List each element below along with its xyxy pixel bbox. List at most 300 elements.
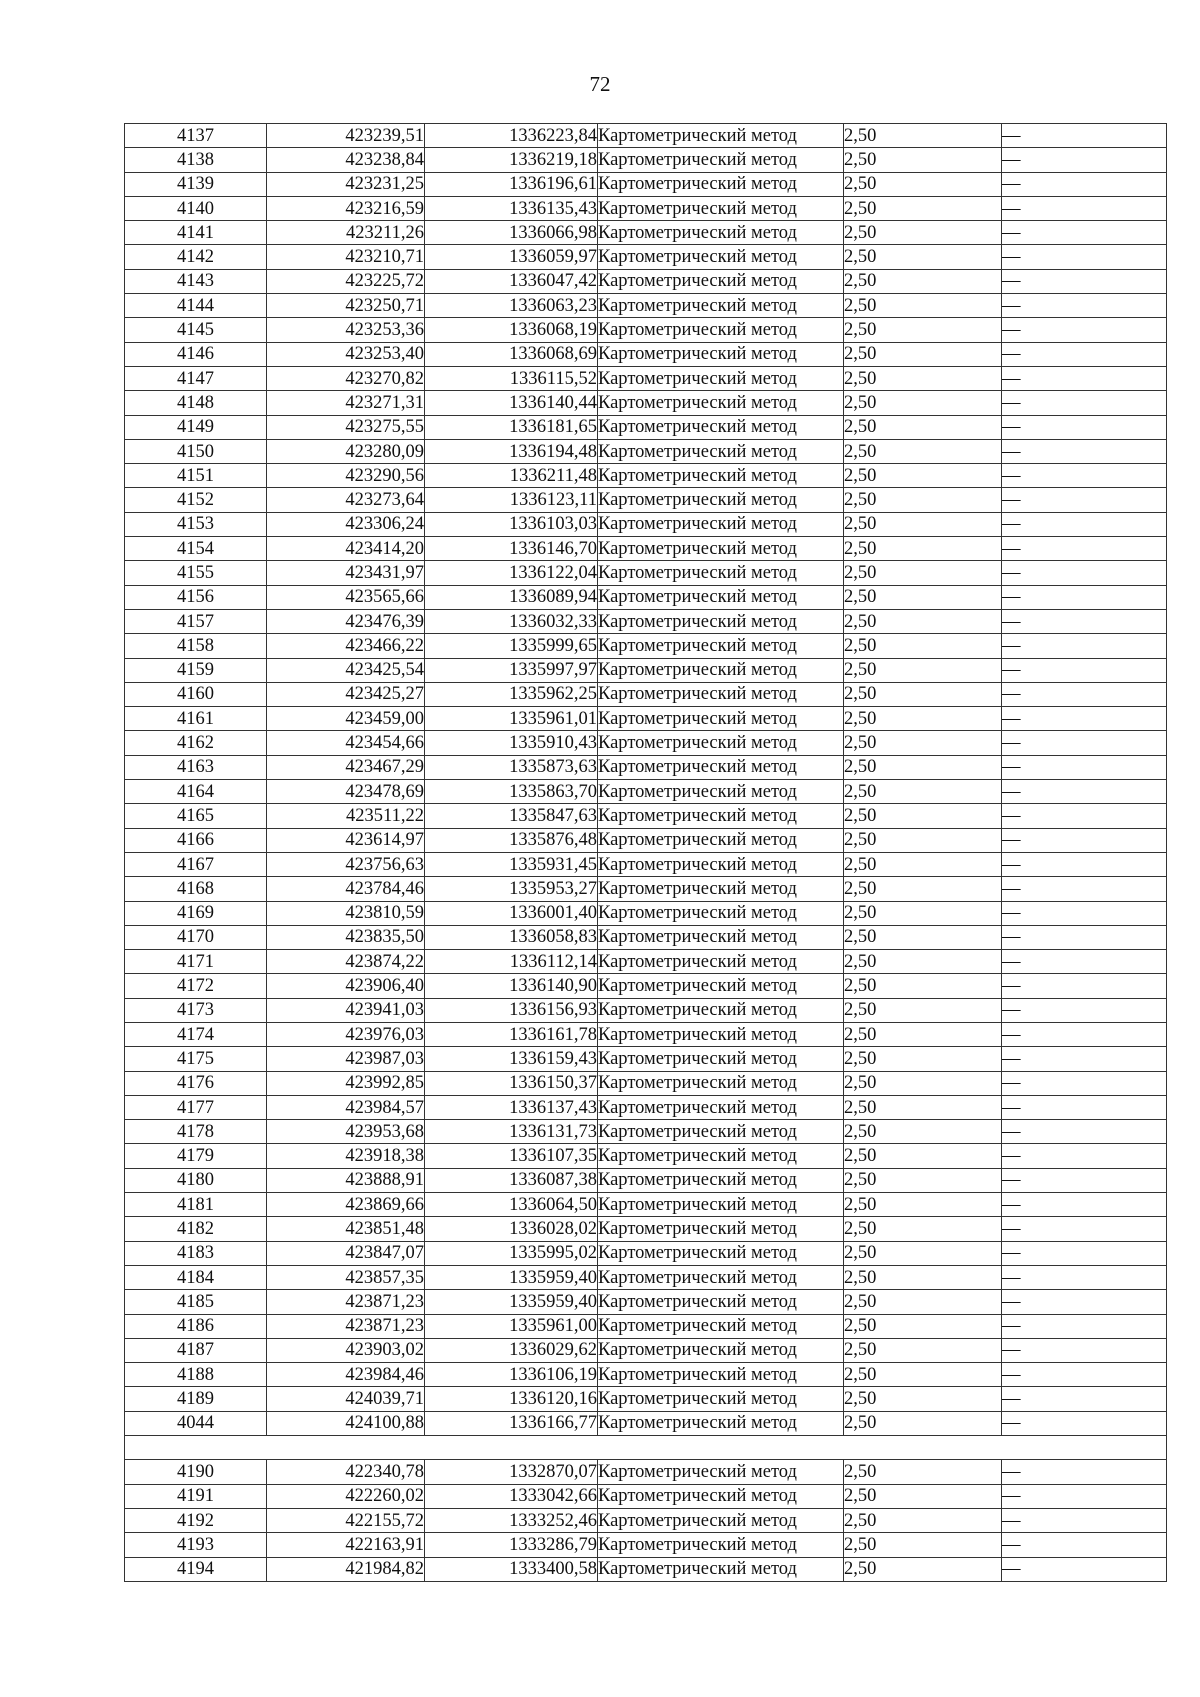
x-coordinate-cell: 423290,56 <box>267 464 425 488</box>
x-coordinate-cell: 423210,71 <box>267 245 425 269</box>
description-cell: — <box>1002 1484 1167 1508</box>
table-row <box>125 488 1167 512</box>
point-number-cell: 4164 <box>125 780 267 804</box>
point-number-cell: 4146 <box>125 342 267 366</box>
x-coordinate-cell: 423565,66 <box>267 585 425 609</box>
description-cell: — <box>1002 294 1167 318</box>
description-cell: — <box>1002 585 1167 609</box>
precision-cell: 2,50 <box>844 464 1002 488</box>
point-number-cell: 4185 <box>125 1290 267 1314</box>
table-row <box>125 731 1167 755</box>
x-coordinate-cell: 423614,97 <box>267 828 425 852</box>
precision-cell: 2,50 <box>844 877 1002 901</box>
description-cell: — <box>1002 707 1167 731</box>
x-coordinate-cell: 423756,63 <box>267 852 425 876</box>
y-coordinate-cell: 1336131,73 <box>425 1120 598 1144</box>
y-coordinate-cell: 1336089,94 <box>425 585 598 609</box>
x-coordinate-cell: 423941,03 <box>267 998 425 1022</box>
precision-cell: 2,50 <box>844 998 1002 1022</box>
y-coordinate-cell: 1336068,19 <box>425 318 598 342</box>
precision-cell: 2,50 <box>844 512 1002 536</box>
description-cell: — <box>1002 1387 1167 1411</box>
method-cell: Картометрический метод <box>598 585 844 609</box>
y-coordinate-cell: 1336032,33 <box>425 609 598 633</box>
method-cell: Картометрический метод <box>598 1193 844 1217</box>
point-number-cell: 4178 <box>125 1120 267 1144</box>
point-number-cell: 4166 <box>125 828 267 852</box>
description-cell: — <box>1002 658 1167 682</box>
x-coordinate-cell: 423270,82 <box>267 366 425 390</box>
table-row <box>125 585 1167 609</box>
table-row <box>125 852 1167 876</box>
table-row <box>125 196 1167 220</box>
y-coordinate-cell: 1336181,65 <box>425 415 598 439</box>
method-cell: Картометрический метод <box>598 1484 844 1508</box>
precision-cell: 2,50 <box>844 1363 1002 1387</box>
point-number-cell: 4192 <box>125 1508 267 1532</box>
method-cell: Картометрический метод <box>598 1095 844 1119</box>
coordinates-table-body <box>125 124 1167 1582</box>
point-number-cell: 4182 <box>125 1217 267 1241</box>
y-coordinate-cell: 1336161,78 <box>425 1022 598 1046</box>
precision-cell: 2,50 <box>844 391 1002 415</box>
table-row <box>125 245 1167 269</box>
description-cell: — <box>1002 1314 1167 1338</box>
table-row <box>125 1265 1167 1289</box>
precision-cell: 2,50 <box>844 585 1002 609</box>
table-row <box>125 1290 1167 1314</box>
y-coordinate-cell: 1335863,70 <box>425 780 598 804</box>
y-coordinate-cell: 1335876,48 <box>425 828 598 852</box>
y-coordinate-cell: 1336068,69 <box>425 342 598 366</box>
precision-cell: 2,50 <box>844 221 1002 245</box>
method-cell: Картометрический метод <box>598 1144 844 1168</box>
description-cell: — <box>1002 342 1167 366</box>
x-coordinate-cell: 423784,46 <box>267 877 425 901</box>
description-cell: — <box>1002 852 1167 876</box>
y-coordinate-cell: 1336223,84 <box>425 124 598 148</box>
method-cell: Картометрический метод <box>598 901 844 925</box>
method-cell: Картометрический метод <box>598 294 844 318</box>
method-cell: Картометрический метод <box>598 537 844 561</box>
point-number-cell: 4180 <box>125 1168 267 1192</box>
x-coordinate-cell: 423425,54 <box>267 658 425 682</box>
x-coordinate-cell: 423467,29 <box>267 755 425 779</box>
description-cell: — <box>1002 925 1167 949</box>
y-coordinate-cell: 1336066,98 <box>425 221 598 245</box>
y-coordinate-cell: 1335961,01 <box>425 707 598 731</box>
point-number-cell: 4156 <box>125 585 267 609</box>
x-coordinate-cell: 423874,22 <box>267 950 425 974</box>
y-coordinate-cell: 1336150,37 <box>425 1071 598 1095</box>
x-coordinate-cell: 423976,03 <box>267 1022 425 1046</box>
method-cell: Картометрический метод <box>598 1387 844 1411</box>
table-row <box>125 537 1167 561</box>
y-coordinate-cell: 1336064,50 <box>425 1193 598 1217</box>
method-cell: Картометрический метод <box>598 682 844 706</box>
point-number-cell: 4145 <box>125 318 267 342</box>
point-number-cell: 4137 <box>125 124 267 148</box>
precision-cell: 2,50 <box>844 1484 1002 1508</box>
method-cell: Картометрический метод <box>598 439 844 463</box>
precision-cell: 2,50 <box>844 852 1002 876</box>
precision-cell: 2,50 <box>844 1460 1002 1484</box>
point-number-cell: 4179 <box>125 1144 267 1168</box>
table-row <box>125 1411 1167 1435</box>
table-row <box>125 609 1167 633</box>
table-row <box>125 707 1167 731</box>
point-number-cell: 4151 <box>125 464 267 488</box>
description-cell: — <box>1002 950 1167 974</box>
method-cell: Картометрический метод <box>598 1241 844 1265</box>
description-cell: — <box>1002 901 1167 925</box>
table-row <box>125 828 1167 852</box>
precision-cell: 2,50 <box>844 974 1002 998</box>
x-coordinate-cell: 423253,36 <box>267 318 425 342</box>
description-cell: — <box>1002 488 1167 512</box>
description-cell: — <box>1002 1460 1167 1484</box>
precision-cell: 2,50 <box>844 731 1002 755</box>
description-cell: — <box>1002 221 1167 245</box>
description-cell: — <box>1002 1168 1167 1192</box>
table-row <box>125 1557 1167 1581</box>
precision-cell: 2,50 <box>844 269 1002 293</box>
x-coordinate-cell: 422340,78 <box>267 1460 425 1484</box>
method-cell: Картометрический метод <box>598 124 844 148</box>
description-cell: — <box>1002 318 1167 342</box>
y-coordinate-cell: 1336194,48 <box>425 439 598 463</box>
method-cell: Картометрический метод <box>598 561 844 585</box>
point-number-cell: 4177 <box>125 1095 267 1119</box>
precision-cell: 2,50 <box>844 1193 1002 1217</box>
point-number-cell: 4153 <box>125 512 267 536</box>
x-coordinate-cell: 423992,85 <box>267 1071 425 1095</box>
precision-cell: 2,50 <box>844 1314 1002 1338</box>
precision-cell: 2,50 <box>844 755 1002 779</box>
x-coordinate-cell: 423888,91 <box>267 1168 425 1192</box>
y-coordinate-cell: 1335997,97 <box>425 658 598 682</box>
y-coordinate-cell: 1336219,18 <box>425 148 598 172</box>
precision-cell: 2,50 <box>844 1241 1002 1265</box>
method-cell: Картометрический метод <box>598 1508 844 1532</box>
x-coordinate-cell: 423271,31 <box>267 391 425 415</box>
precision-cell: 2,50 <box>844 682 1002 706</box>
point-number-cell: 4144 <box>125 294 267 318</box>
precision-cell: 2,50 <box>844 1217 1002 1241</box>
y-coordinate-cell: 1336211,48 <box>425 464 598 488</box>
precision-cell: 2,50 <box>844 828 1002 852</box>
point-number-cell: 4171 <box>125 950 267 974</box>
precision-cell: 2,50 <box>844 294 1002 318</box>
table-row <box>125 925 1167 949</box>
method-cell: Картометрический метод <box>598 318 844 342</box>
table-row <box>125 1071 1167 1095</box>
x-coordinate-cell: 423871,23 <box>267 1290 425 1314</box>
point-number-cell: 4158 <box>125 634 267 658</box>
y-coordinate-cell: 1336122,04 <box>425 561 598 585</box>
point-number-cell: 4157 <box>125 609 267 633</box>
point-number-cell: 4172 <box>125 974 267 998</box>
precision-cell: 2,50 <box>844 1508 1002 1532</box>
precision-cell: 2,50 <box>844 1120 1002 1144</box>
y-coordinate-cell: 1336087,38 <box>425 1168 598 1192</box>
table-row <box>125 269 1167 293</box>
table-row <box>125 415 1167 439</box>
y-coordinate-cell: 1336058,83 <box>425 925 598 949</box>
method-cell: Картометрический метод <box>598 1022 844 1046</box>
x-coordinate-cell: 423918,38 <box>267 1144 425 1168</box>
description-cell: — <box>1002 537 1167 561</box>
method-cell: Картометрический метод <box>598 1217 844 1241</box>
method-cell: Картометрический метод <box>598 1071 844 1095</box>
table-row <box>125 318 1167 342</box>
description-cell: — <box>1002 561 1167 585</box>
y-coordinate-cell: 1336001,40 <box>425 901 598 925</box>
precision-cell: 2,50 <box>844 707 1002 731</box>
precision-cell: 2,50 <box>844 415 1002 439</box>
table-row <box>125 1387 1167 1411</box>
table-row <box>125 780 1167 804</box>
y-coordinate-cell: 1335959,40 <box>425 1265 598 1289</box>
y-coordinate-cell: 1333286,79 <box>425 1533 598 1557</box>
point-number-cell: 4187 <box>125 1338 267 1362</box>
y-coordinate-cell: 1336166,77 <box>425 1411 598 1435</box>
y-coordinate-cell: 1335953,27 <box>425 877 598 901</box>
point-number-cell: 4140 <box>125 196 267 220</box>
description-cell: — <box>1002 245 1167 269</box>
precision-cell: 2,50 <box>844 537 1002 561</box>
description-cell: — <box>1002 391 1167 415</box>
point-number-cell: 4150 <box>125 439 267 463</box>
method-cell: Картометрический метод <box>598 804 844 828</box>
table-row <box>125 1217 1167 1241</box>
description-cell: — <box>1002 1144 1167 1168</box>
x-coordinate-cell: 421984,82 <box>267 1557 425 1581</box>
point-number-cell: 4168 <box>125 877 267 901</box>
precision-cell: 2,50 <box>844 245 1002 269</box>
x-coordinate-cell: 422163,91 <box>267 1533 425 1557</box>
x-coordinate-cell: 423273,64 <box>267 488 425 512</box>
method-cell: Картометрический метод <box>598 1290 844 1314</box>
description-cell: — <box>1002 512 1167 536</box>
method-cell: Картометрический метод <box>598 658 844 682</box>
precision-cell: 2,50 <box>844 124 1002 148</box>
y-coordinate-cell: 1336159,43 <box>425 1047 598 1071</box>
y-coordinate-cell: 1336196,61 <box>425 172 598 196</box>
y-coordinate-cell: 1336146,70 <box>425 537 598 561</box>
method-cell: Картометрический метод <box>598 196 844 220</box>
precision-cell: 2,50 <box>844 658 1002 682</box>
description-cell: — <box>1002 1241 1167 1265</box>
method-cell: Картометрический метод <box>598 731 844 755</box>
method-cell: Картометрический метод <box>598 609 844 633</box>
description-cell: — <box>1002 148 1167 172</box>
x-coordinate-cell: 423431,97 <box>267 561 425 585</box>
table-row <box>125 391 1167 415</box>
table-row <box>125 1095 1167 1119</box>
description-cell: — <box>1002 464 1167 488</box>
precision-cell: 2,50 <box>844 780 1002 804</box>
precision-cell: 2,50 <box>844 342 1002 366</box>
y-coordinate-cell: 1336107,35 <box>425 1144 598 1168</box>
y-coordinate-cell: 1336112,14 <box>425 950 598 974</box>
point-number-cell: 4163 <box>125 755 267 779</box>
point-number-cell: 4174 <box>125 1022 267 1046</box>
x-coordinate-cell: 423511,22 <box>267 804 425 828</box>
method-cell: Картометрический метод <box>598 1411 844 1435</box>
description-cell: — <box>1002 974 1167 998</box>
precision-cell: 2,50 <box>844 950 1002 974</box>
method-cell: Картометрический метод <box>598 1120 844 1144</box>
x-coordinate-cell: 424100,88 <box>267 1411 425 1435</box>
point-number-cell: 4148 <box>125 391 267 415</box>
table-row <box>125 658 1167 682</box>
table-row <box>125 901 1167 925</box>
point-number-cell: 4139 <box>125 172 267 196</box>
x-coordinate-cell: 423906,40 <box>267 974 425 998</box>
table-row <box>125 1460 1167 1484</box>
description-cell: — <box>1002 1071 1167 1095</box>
point-number-cell: 4193 <box>125 1533 267 1557</box>
y-coordinate-cell: 1333400,58 <box>425 1557 598 1581</box>
point-number-cell: 4165 <box>125 804 267 828</box>
method-cell: Картометрический метод <box>598 464 844 488</box>
x-coordinate-cell: 423466,22 <box>267 634 425 658</box>
x-coordinate-cell: 423275,55 <box>267 415 425 439</box>
x-coordinate-cell: 423851,48 <box>267 1217 425 1241</box>
table-row <box>125 1047 1167 1071</box>
point-number-cell: 4183 <box>125 1241 267 1265</box>
y-coordinate-cell: 1333252,46 <box>425 1508 598 1532</box>
description-cell: — <box>1002 1047 1167 1071</box>
precision-cell: 2,50 <box>844 1411 1002 1435</box>
method-cell: Картометрический метод <box>598 269 844 293</box>
precision-cell: 2,50 <box>844 1022 1002 1046</box>
description-cell: — <box>1002 1557 1167 1581</box>
point-number-cell: 4194 <box>125 1557 267 1581</box>
description-cell: — <box>1002 1411 1167 1435</box>
x-coordinate-cell: 423871,23 <box>267 1314 425 1338</box>
y-coordinate-cell: 1336156,93 <box>425 998 598 1022</box>
precision-cell: 2,50 <box>844 488 1002 512</box>
y-coordinate-cell: 1336123,11 <box>425 488 598 512</box>
description-cell: — <box>1002 366 1167 390</box>
page-number: 72 <box>589 72 611 96</box>
method-cell: Картометрический метод <box>598 755 844 779</box>
x-coordinate-cell: 423984,57 <box>267 1095 425 1119</box>
description-cell: — <box>1002 1508 1167 1532</box>
y-coordinate-cell: 1335999,65 <box>425 634 598 658</box>
table-row <box>125 1484 1167 1508</box>
precision-cell: 2,50 <box>844 318 1002 342</box>
method-cell: Картометрический метод <box>598 1338 844 1362</box>
table-row <box>125 439 1167 463</box>
description-cell: — <box>1002 1120 1167 1144</box>
point-number-cell: 4184 <box>125 1265 267 1289</box>
method-cell: Картометрический метод <box>598 1363 844 1387</box>
table-row <box>125 998 1167 1022</box>
method-cell: Картометрический метод <box>598 634 844 658</box>
x-coordinate-cell: 423847,07 <box>267 1241 425 1265</box>
x-coordinate-cell: 423425,27 <box>267 682 425 706</box>
point-number-cell: 4159 <box>125 658 267 682</box>
x-coordinate-cell: 423810,59 <box>267 901 425 925</box>
y-coordinate-cell: 1335959,40 <box>425 1290 598 1314</box>
method-cell: Картометрический метод <box>598 391 844 415</box>
table-row <box>125 1193 1167 1217</box>
precision-cell: 2,50 <box>844 609 1002 633</box>
description-cell: — <box>1002 731 1167 755</box>
point-number-cell: 4152 <box>125 488 267 512</box>
x-coordinate-cell: 423987,03 <box>267 1047 425 1071</box>
precision-cell: 2,50 <box>844 1533 1002 1557</box>
description-cell: — <box>1002 1193 1167 1217</box>
table-row <box>125 1168 1167 1192</box>
method-cell: Картометрический метод <box>598 172 844 196</box>
y-coordinate-cell: 1335873,63 <box>425 755 598 779</box>
table-row <box>125 1144 1167 1168</box>
method-cell: Картометрический метод <box>598 852 844 876</box>
method-cell: Картометрический метод <box>598 707 844 731</box>
table-row <box>125 755 1167 779</box>
method-cell: Картометрический метод <box>598 342 844 366</box>
point-number-cell: 4141 <box>125 221 267 245</box>
table-row <box>125 342 1167 366</box>
y-coordinate-cell: 1333042,66 <box>425 1484 598 1508</box>
table-row <box>125 148 1167 172</box>
description-cell: — <box>1002 1217 1167 1241</box>
method-cell: Картометрический метод <box>598 974 844 998</box>
y-coordinate-cell: 1336115,52 <box>425 366 598 390</box>
description-cell: — <box>1002 269 1167 293</box>
description-cell: — <box>1002 1338 1167 1362</box>
table-row <box>125 221 1167 245</box>
method-cell: Картометрический метод <box>598 415 844 439</box>
table-row <box>125 1120 1167 1144</box>
table-row <box>125 1022 1167 1046</box>
y-coordinate-cell: 1335962,25 <box>425 682 598 706</box>
precision-cell: 2,50 <box>844 901 1002 925</box>
table-row <box>125 877 1167 901</box>
table-row <box>125 464 1167 488</box>
method-cell: Картометрический метод <box>598 998 844 1022</box>
x-coordinate-cell: 423857,35 <box>267 1265 425 1289</box>
precision-cell: 2,50 <box>844 172 1002 196</box>
x-coordinate-cell: 423216,59 <box>267 196 425 220</box>
description-cell: — <box>1002 196 1167 220</box>
point-number-cell: 4189 <box>125 1387 267 1411</box>
point-number-cell: 4142 <box>125 245 267 269</box>
description-cell: — <box>1002 172 1167 196</box>
x-coordinate-cell: 423253,40 <box>267 342 425 366</box>
description-cell: — <box>1002 124 1167 148</box>
description-cell: — <box>1002 1290 1167 1314</box>
table-row <box>125 1533 1167 1557</box>
method-cell: Картометрический метод <box>598 1047 844 1071</box>
table-row <box>125 950 1167 974</box>
table-row <box>125 682 1167 706</box>
coordinates-table <box>124 123 1167 1582</box>
method-cell: Картометрический метод <box>598 366 844 390</box>
y-coordinate-cell: 1336047,42 <box>425 269 598 293</box>
y-coordinate-cell: 1336106,19 <box>425 1363 598 1387</box>
description-cell: — <box>1002 755 1167 779</box>
precision-cell: 2,50 <box>844 148 1002 172</box>
y-coordinate-cell: 1335910,43 <box>425 731 598 755</box>
method-cell: Картометрический метод <box>598 828 844 852</box>
point-number-cell: 4160 <box>125 682 267 706</box>
y-coordinate-cell: 1335961,00 <box>425 1314 598 1338</box>
